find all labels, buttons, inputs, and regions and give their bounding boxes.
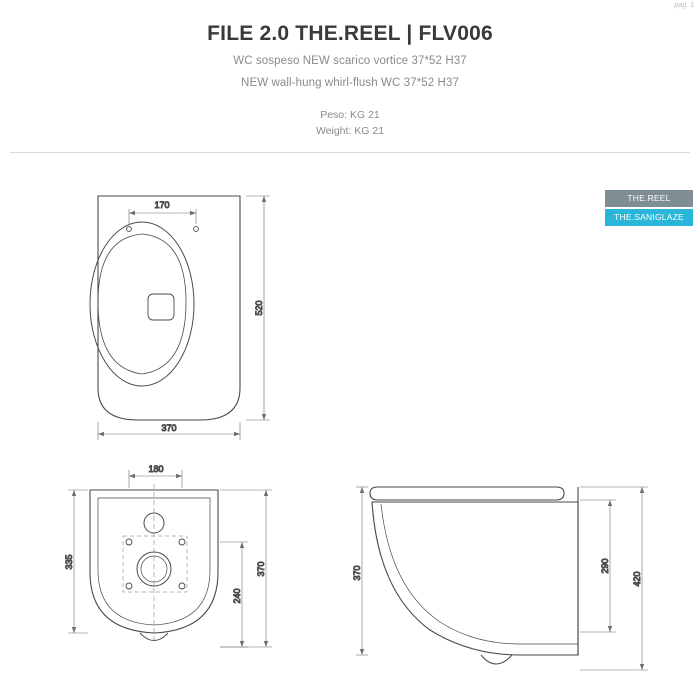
subtitle-english: NEW wall-hung whirl-flush WC 37*52 H37 [241,77,459,89]
dim-label-180: 180 [148,464,164,474]
top-view-drawing [90,196,240,420]
dim-label-290: 290 [600,558,610,574]
dim-label-240: 240 [232,588,242,604]
dim-label-420: 420 [632,571,642,587]
dim-label-370-top: 370 [161,423,177,433]
page-reference: pag. 1 [674,2,694,9]
weight-english: Weight: KG 21 [315,125,385,137]
technical-drawings [0,152,700,700]
weight-italian: Peso: KG 21 [320,109,380,121]
dim-label-170: 170 [154,200,170,210]
badge-the-saniglaze: THE.SANIGLAZE [605,209,693,226]
page-title: FILE 2.0 THE.REEL | FLV006 [207,22,493,45]
dim-label-370-side: 370 [352,565,362,581]
side-view-drawing [370,487,578,664]
badge-the-reel: THE.REEL [605,190,693,207]
dim-label-370-front: 370 [256,561,266,577]
dim-label-520: 520 [254,300,264,316]
dim-label-335: 335 [64,554,74,570]
front-view-drawing [90,484,218,642]
subtitle-italian: WC sospeso NEW scarico vortice 37*52 H37 [233,55,467,67]
dim-290 [580,500,616,632]
